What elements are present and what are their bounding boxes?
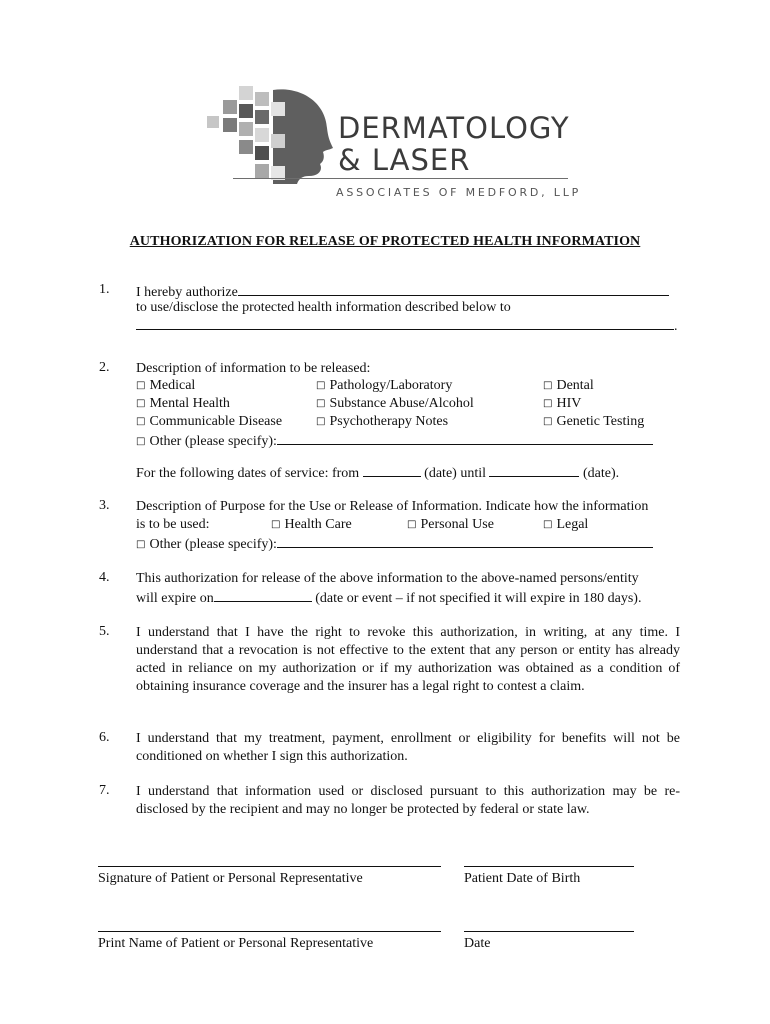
item-7-number: 7. [99, 783, 110, 798]
date-from-field[interactable] [363, 463, 421, 477]
item-6-text: I understand that my treatment, payment, enrollment or eligibility for benefits will not be conditioned on whether I sign this authorization. [136, 731, 680, 764]
logo-head-icon [203, 78, 333, 188]
item-1-text-a: I hereby authorize [136, 285, 238, 300]
authorize-field[interactable] [238, 282, 669, 296]
checkbox-label: Medical [149, 378, 196, 393]
checkbox-label: Psychotherapy Notes [329, 414, 449, 429]
checkbox-icon: □ [316, 398, 326, 409]
checkbox-icon: □ [136, 398, 146, 409]
checkbox-icon: □ [136, 436, 146, 447]
checkbox-icon: □ [316, 380, 326, 391]
company-logo [203, 78, 583, 208]
dates-text-c: (date). [582, 466, 620, 481]
checkbox-icon: □ [543, 519, 553, 530]
checkbox-label: Mental Health [149, 396, 230, 411]
checkbox-legal[interactable] [543, 516, 588, 535]
checkbox-label: Legal [556, 517, 589, 532]
item-4-number: 4. [99, 570, 110, 585]
item-4-text-a: will expire on [136, 591, 214, 606]
birthdate-label: Patient Date of Birth [464, 871, 581, 886]
checkbox-mental-health[interactable] [136, 395, 230, 414]
dates-text-a: For the following dates of service: from [136, 466, 360, 481]
item-1-number: 1. [99, 282, 110, 297]
date-label: Date [464, 936, 491, 951]
logo-line1: DERMATOLOGY [338, 111, 570, 145]
checkbox-icon: □ [543, 416, 553, 427]
birthdate-field[interactable] [464, 866, 634, 867]
item-1-text-b: to use/disclose the protected health information described below to [136, 300, 511, 315]
checkbox-psychotherapy[interactable] [316, 413, 448, 432]
date-field[interactable] [464, 931, 634, 932]
item-4-line2 [136, 588, 641, 608]
item-4-line1: This authorization for release of the above information to the above-named persons/entity [136, 571, 639, 586]
checkbox-label: Substance Abuse/Alcohol [329, 396, 474, 411]
checkbox-genetic-testing[interactable] [543, 413, 644, 432]
checkbox-substance-abuse[interactable] [316, 395, 474, 414]
logo-line2: & LASER [338, 143, 471, 177]
checkbox-other-purpose[interactable] [136, 534, 653, 555]
print-name-label: Print Name of Patient or Personal Representative [98, 936, 374, 951]
checkbox-label: Other (please specify): [149, 434, 277, 449]
checkbox-medical[interactable] [136, 377, 195, 396]
checkbox-icon: □ [136, 380, 146, 391]
item-2-number: 2. [99, 360, 110, 375]
checkbox-icon: □ [407, 519, 417, 530]
logo-divider [233, 178, 568, 179]
checkbox-label: Dental [556, 378, 594, 393]
dates-text-b: (date) until [424, 466, 486, 481]
checkbox-icon: □ [543, 398, 553, 409]
print-name-field[interactable] [98, 931, 441, 932]
item-3-line1: Description of Purpose for the Use or Release of Information. Indicate how the information [136, 499, 649, 514]
logo-subtitle: ASSOCIATES OF MEDFORD, LLP [336, 186, 582, 199]
logo-title [338, 112, 570, 176]
checkbox-icon: □ [136, 416, 146, 427]
form-title: AUTHORIZATION FOR RELEASE OF PROTECTED HEALTH INFORMATION [129, 234, 641, 249]
item-5-text: I understand that I have the right to revoke this authorization, in writing, at any time. I understand that a revocation is not effective to the extent that any person or entity has already acted in reliance on my authorization or if my authorization was obtained as a condition of obtaining insurance coverage and the insurer has a legal right to contest a claim. [136, 625, 680, 694]
recipient-field[interactable] [136, 316, 674, 330]
checkbox-label: Genetic Testing [556, 414, 645, 429]
checkbox-other-info[interactable] [136, 431, 653, 452]
item-6-number: 6. [99, 730, 110, 745]
item-1-end: . [674, 319, 678, 334]
signature-label: Signature of Patient or Personal Representative [98, 871, 363, 886]
checkbox-hiv[interactable] [543, 395, 581, 414]
checkbox-label: Other (please specify): [149, 537, 277, 552]
item-4-text-b: (date or event – if not specified it will expire in 180 days). [315, 591, 642, 606]
date-until-field[interactable] [489, 463, 579, 477]
checkbox-label: Health Care [284, 517, 352, 532]
checkbox-label: Communicable Disease [149, 414, 283, 429]
item-5-number: 5. [99, 624, 110, 639]
checkbox-dental[interactable] [543, 377, 594, 396]
expiration-field[interactable] [214, 588, 312, 602]
checkbox-health-care[interactable] [271, 516, 352, 535]
item-2-heading: Description of information to be released: [136, 361, 371, 376]
checkbox-label: Personal Use [420, 517, 494, 532]
checkbox-personal-use[interactable] [407, 516, 494, 535]
other-purpose-field[interactable] [277, 534, 653, 548]
checkbox-icon: □ [271, 519, 281, 530]
checkbox-pathology[interactable] [316, 377, 452, 396]
item-3-number: 3. [99, 498, 110, 513]
checkbox-communicable-disease[interactable] [136, 413, 282, 432]
item-1-line3 [136, 316, 678, 336]
signature-field[interactable] [98, 866, 441, 867]
dates-of-service [136, 463, 619, 483]
checkbox-icon: □ [136, 539, 146, 550]
checkbox-label: Pathology/Laboratory [329, 378, 453, 393]
other-info-field[interactable] [277, 431, 653, 445]
item-3-line2: is to be used: [136, 517, 210, 532]
item-7-text: I understand that information used or disclosed pursuant to this authorization may be re-disclosed by the recipient and may no longer be protected by federal or state law. [136, 784, 680, 817]
checkbox-icon: □ [316, 416, 326, 427]
checkbox-label: HIV [556, 396, 582, 411]
checkbox-icon: □ [543, 380, 553, 391]
